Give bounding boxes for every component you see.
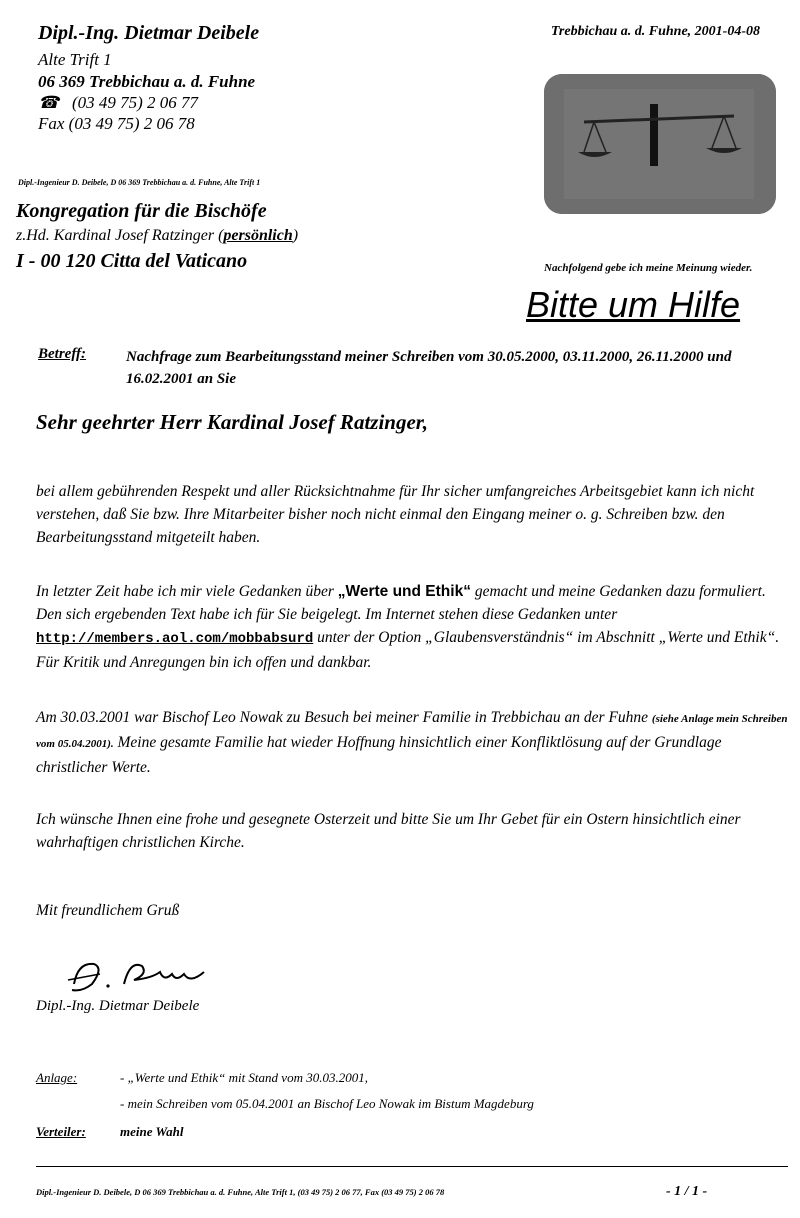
page-number: - 1 / 1 - [666, 1184, 708, 1199]
sender-city: 06 369 Trebbichau a. d. Fuhne [38, 72, 256, 91]
phone-icon: ☎ [38, 93, 72, 112]
sender-phone: (03 49 75) 2 06 77 [71, 93, 199, 112]
footer-text: Dipl.-Ingenieur D. Deibele, D 06 369 Trebbichau a. d. Fuhne, Alte Trift 1, (03 49 75) 2 06 77, Fax (03 49 75) 2 06 78 [36, 1187, 445, 1197]
attachment-item: - mein Schreiben vom 05.04.2001 an Bischof Leo Nowak im Bistum Magdeburg [120, 1096, 534, 1111]
headline: Bitte um Hilfe [526, 284, 741, 325]
recipient-line3: I - 00 120 Citta del Vaticano [16, 250, 248, 272]
sender-phone-row [38, 93, 198, 113]
p2-part-d: unter der Option „Glaubensverständnis“ im Abschnitt „Werte und Ethik“. Für Kritik und Anregungen bin ich offen und dankbar. [36, 629, 780, 671]
closing: Mit freundlichem Gruß [36, 902, 180, 919]
return-address: Dipl.-Ingenieur D. Deibele, D 06 369 Trebbichau a. d. Fuhne, Alte Trift 1 [18, 178, 261, 187]
letter-date: Trebbichau a. d. Fuhne, 2001-04-08 [550, 24, 760, 39]
p3-attachment-ref: (siehe Anlage mein Schreiben vom 05.04.2001). [36, 713, 788, 750]
paragraph-1: bei allem gebührenden Respekt und aller Rücksichtnahme für Ihr sicher umfangreiches Arbeitsgebiet kann ich nicht verstehen, daß Sie bzw. Ihre Mitarbeiter bisher noch nicht einmal den Eingang meiner o. g. Schreiben bzw. den Bearbeitungsstand mitgeteilt haben. [36, 483, 755, 546]
scales-icon [544, 74, 776, 214]
logo-image [544, 74, 776, 214]
subject-text: Nachfrage zum Bearbeitungsstand meiner Schreiben vom 30.05.2000, 03.11.2000, 26.11.2000 und 16.02.2001 an Sie [126, 349, 732, 387]
sender-fax: Fax (03 49 75) 2 06 78 [38, 114, 195, 133]
signer-name: Dipl.-Ing. Dietmar Deibele [36, 998, 200, 1014]
p2-values-ethics: „Werte und Ethik“ [337, 583, 471, 600]
paragraph-4: Ich wünsche Ihnen eine frohe und gesegnete Osterzeit und bitte Sie um Ihr Gebet für ein Ostern hinsichtlich einer wahrhaftigen christlichen Kirche. [36, 811, 741, 851]
p3-part-b: Meine gesamte Familie hat wieder Hoffnung hinsichtlich einer Konfliktlösung auf der Grundlage christlicher Werte. [36, 734, 722, 776]
opinion-note: Nachfolgend gebe ich meine Meinung wieder. [544, 262, 753, 274]
signature [64, 954, 224, 1003]
attachment-item: - „Werte und Ethik“ mit Stand vom 30.03.2001, [120, 1070, 368, 1085]
recipient-line2-prefix: z.Hd. Kardinal Josef Ratzinger ( [16, 227, 224, 244]
subject-label: Betreff: [38, 346, 87, 362]
sender-street: Alte Trift 1 [38, 50, 112, 69]
recipient-personal: persönlich [223, 227, 293, 244]
distribution-value: meine Wahl [120, 1124, 184, 1139]
website-link[interactable]: http://members.aol.com/mobbabsurd [36, 631, 314, 647]
distribution-label: Verteiler: [36, 1124, 86, 1139]
p2-part-a: In letzter Zeit habe ich mir viele Gedanken über [36, 583, 338, 600]
salutation: Sehr geehrter Herr Kardinal Josef Ratzinger, [36, 410, 429, 434]
footer-divider [36, 1166, 788, 1167]
recipient-line2 [16, 227, 298, 245]
paragraph-3 [36, 706, 792, 779]
p2-part-c: gemacht und meine Gedanken dazu formuliert. Den sich ergebenden Text habe ich für Sie beigelegt. Im Internet stehen diese Gedanken unter [36, 583, 766, 623]
p3-part-a: Am 30.03.2001 war Bischof Leo Nowak zu Besuch bei meiner Familie in Trebbichau an der Fuhne [36, 709, 652, 726]
sender-name: Dipl.-Ing. Dietmar Deibele [38, 22, 260, 44]
recipient-line1: Kongregation für die Bischöfe [16, 200, 267, 222]
paragraph-2 [36, 580, 792, 674]
attachments-label: Anlage: [36, 1070, 78, 1085]
recipient-line2-suffix: ) [292, 227, 299, 244]
